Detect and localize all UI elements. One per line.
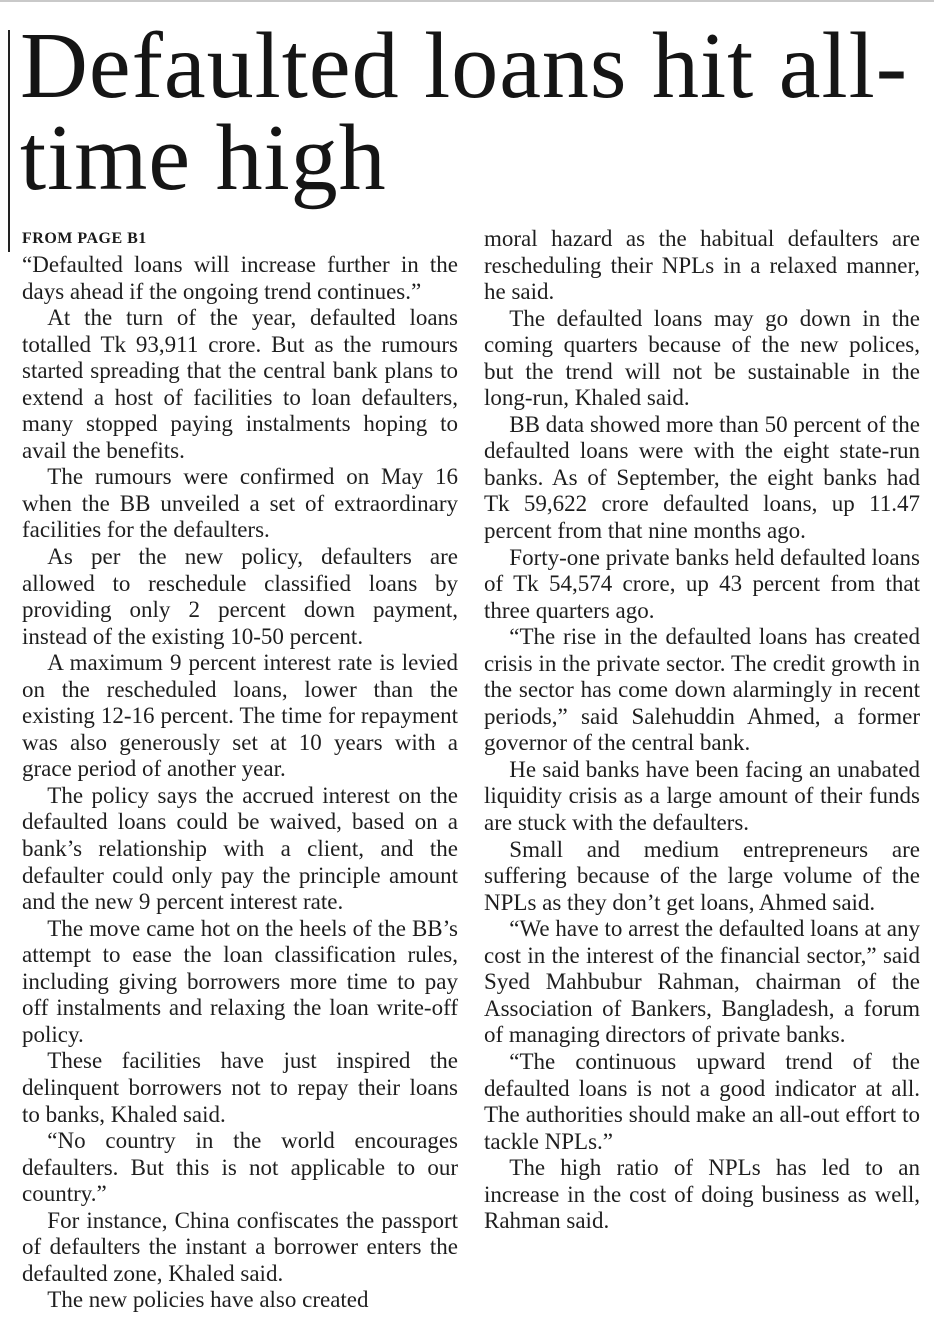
paragraph: BB data showed more than 50 percent of the defaulted loans were with the eight state-run banks. As of September, the eight banks had Tk 59,622 crore defaulted loans, up 11.47 percent from that nine months ago. [484,411,920,544]
paragraph: “The continuous upward trend of the defaulted loans is not a good indicator at all. The authorities should make an all-out effort to tackle NPLs.” [484,1048,920,1154]
paragraph: “We have to arrest the defaulted loans at any cost in the interest of the financial sector,” said Syed Mahbubur Rahman, chairman of the Association of Bankers, Bangladesh, a forum of managing directors of private banks. [484,916,920,1048]
paragraph: The new policies have also created [47,1287,369,1313]
paragraph: He said banks have been facing an unabated liquidity crisis as a large amount of their funds are stuck with the defaulters. [484,756,920,836]
paragraph: For instance, China confiscates the passport of defaulters the instant a borrower enters the defaulted zone, Khaled said. [22,1207,458,1286]
paragraph: “The rise in the defaulted loans has created crisis in the private sector. The credit growth in the sector has come down alarmingly in recent periods,” said Salehuddin Ahmed, a former governor of the central bank. [484,624,920,756]
paragraph: moral hazard as the habitual defaulters are rescheduling their NPLs in a relaxed manner, he said. [484,226,920,305]
kicker: FROM PAGE B1 [22,230,147,247]
paragraph: “Defaulted loans will increase further in the days ahead if the ongoing trend continues.” [22,252,458,304]
headline-rule [8,30,10,252]
paragraph: A maximum 9 percent interest rate is levied on the rescheduled loans, lower than the existing 12-16 percent. The time for repayment was also generously set at 10 years with a grace period of another year. [22,650,458,782]
paragraph: The rumours were confirmed on May 16 when the BB unveiled a set of extraordinary facilities for the defaulters. [22,464,458,543]
paragraph: Forty-one private banks held defaulted loans of Tk 54,574 crore, up 43 percent from that three quarters ago. [484,544,920,623]
paragraph: At the turn of the year, defaulted loans totalled Tk 93,911 crore. But as the rumours started spreading that the central bank plans to extend a host of facilities to loan defaulters, many stopped paying instalments hoping to avail the benefits. [22,305,458,463]
top-rule [0,0,934,2]
paragraph: The high ratio of NPLs has led to an increase in the cost of doing business as well, Rahman said. [484,1155,920,1234]
paragraph: Small and medium entrepreneurs are suffering because of the large volume of the NPLs as they don’t get loans, Ahmed said. [484,836,920,915]
paragraph: The defaulted loans may go down in the coming quarters because of the new polices, but the trend will not be sustainable in the long-run, Khaled said. [484,305,920,411]
left-column [22,226,458,1314]
paragraph: As per the new policy, defaulters are allowed to reschedule classified loans by providing only 2 percent down payment, instead of the existing 10-50 percent. [22,544,458,649]
right-column [484,226,920,1235]
paragraph: The policy says the accrued interest on the defaulted loans could be waived, based on a bank’s relationship with a client, and the defaulter could only pay the principle amount and the new 9 percent interest rate. [22,782,458,915]
paragraph: “No country in the world encourages defaulters. But this is not applicable to our country.” [22,1128,458,1207]
headline: Defaulted loans hit all-time high [20,14,908,210]
paragraph: The move came hot on the heels of the BB’s attempt to ease the loan classification rules, including giving borrowers more time to pay off instalments and relaxing the loan write-off policy. [22,915,458,1047]
paragraph: These facilities have just inspired the delinquent borrowers not to repay their loans to banks, Khaled said. [22,1048,458,1127]
